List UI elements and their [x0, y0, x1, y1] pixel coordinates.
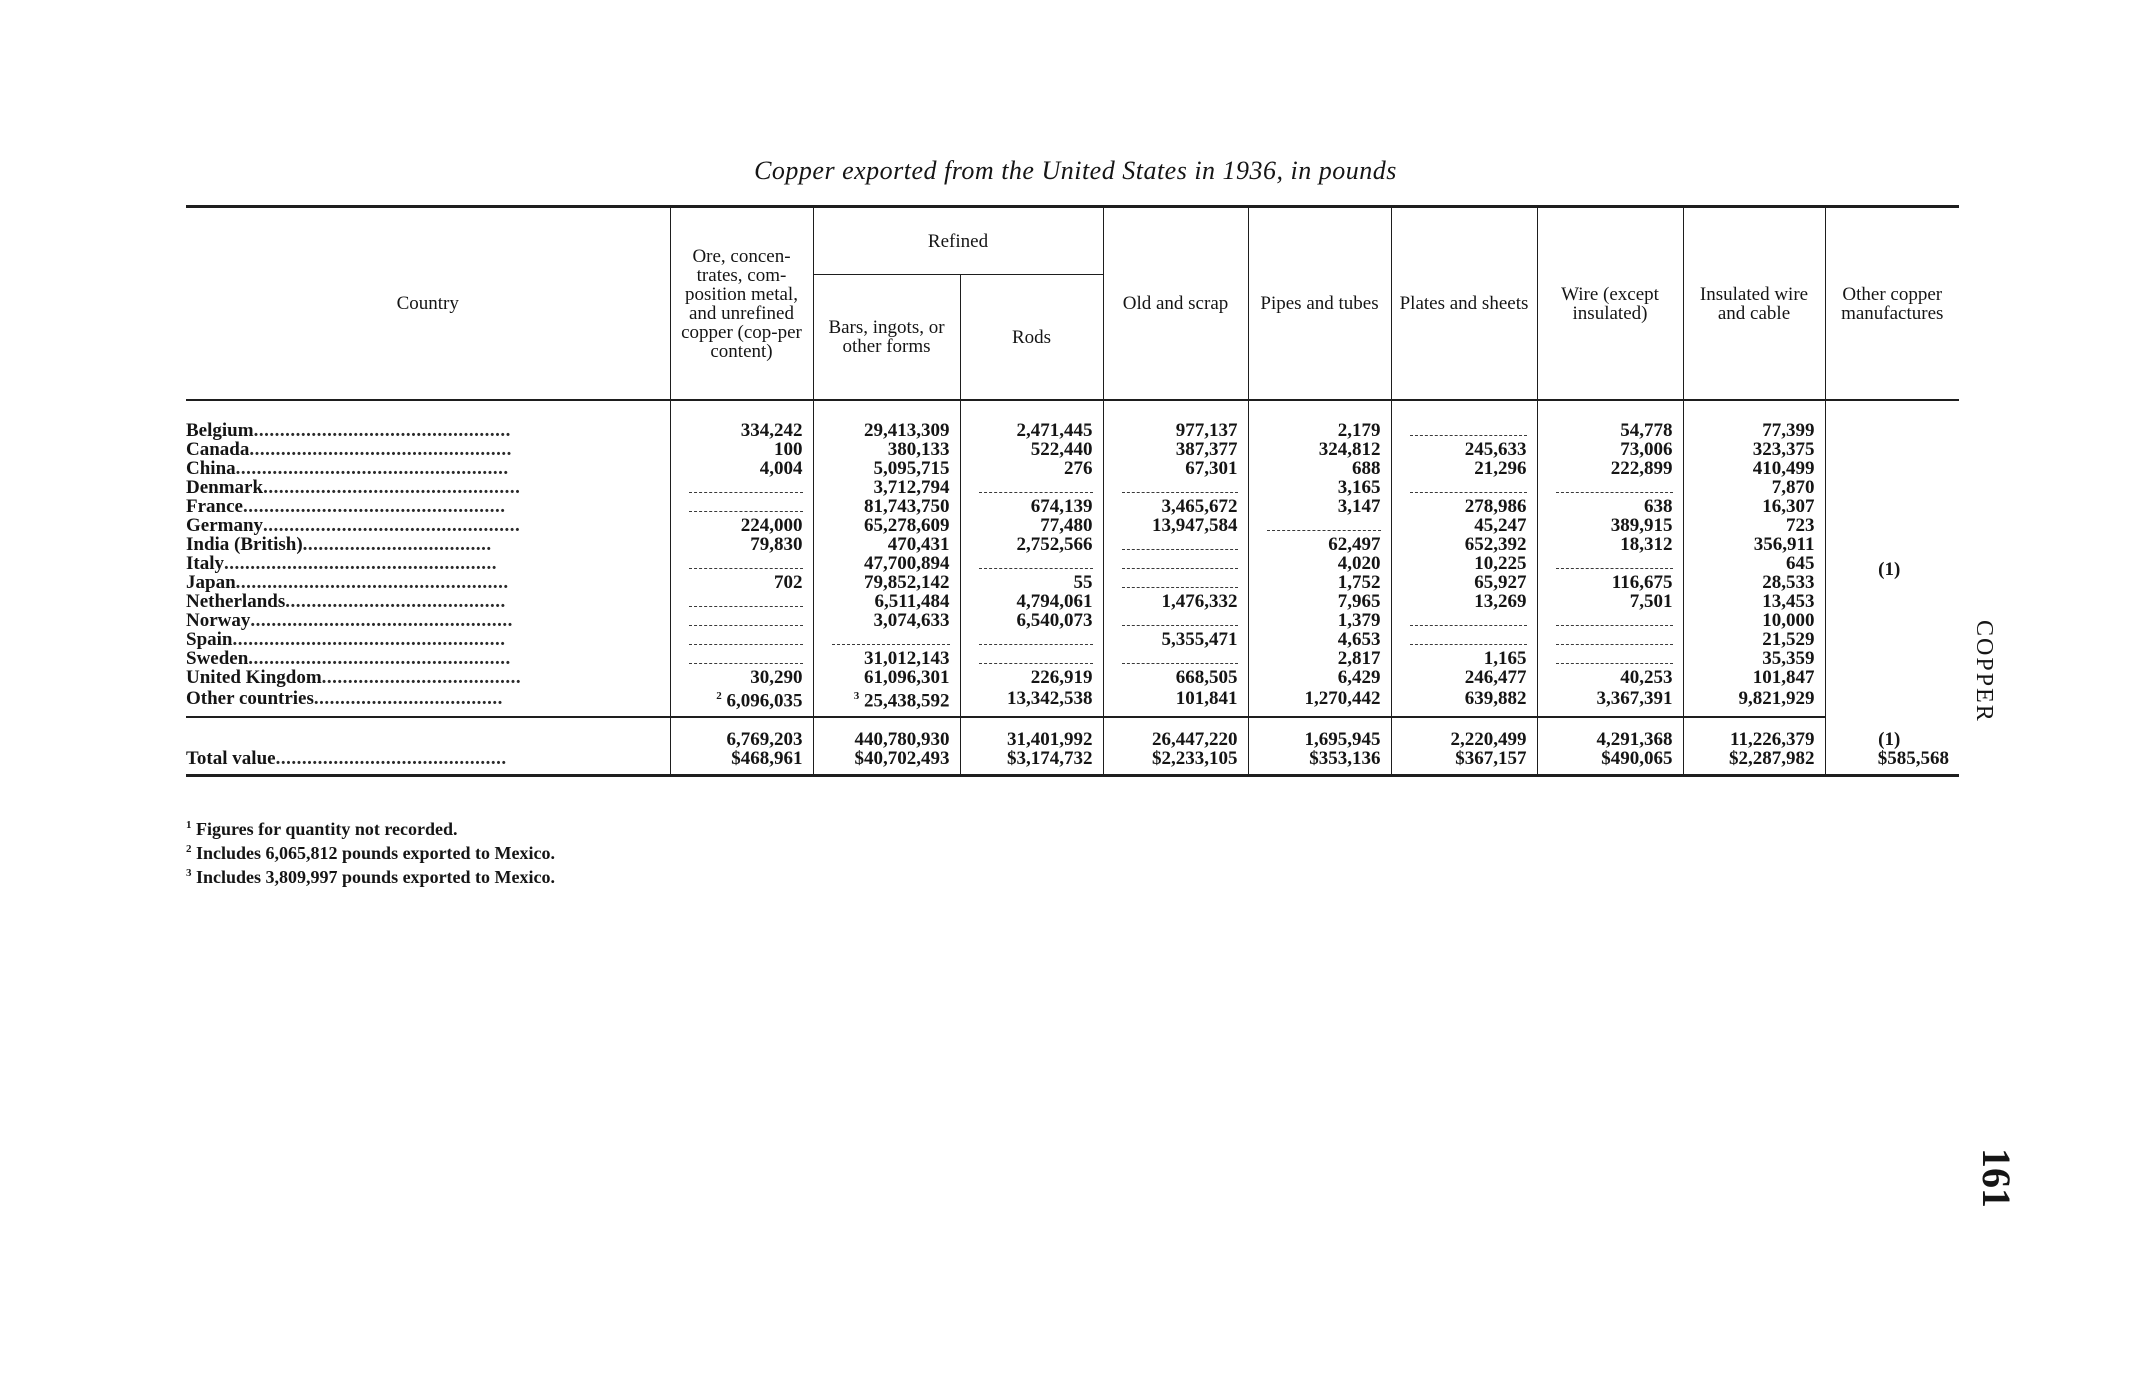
country-name: India (British).................................... [186, 534, 492, 555]
cell-pipes: 324,812 [1248, 440, 1391, 459]
country-name: Canada.................................................. [186, 439, 512, 460]
table-row [186, 573, 1959, 592]
cell-plates: 65,927 [1391, 573, 1537, 592]
cell-pipes: 1,379 [1248, 611, 1391, 630]
cell-wire: 18,312 [1537, 535, 1683, 554]
empty-dash [832, 634, 950, 645]
table-row [186, 630, 1959, 649]
copper-exports-table [186, 205, 1959, 777]
cell-plates: 45,247 [1391, 516, 1537, 535]
cell-rods: 226,919 [960, 668, 1103, 687]
cell-plates: 652,392 [1391, 535, 1537, 554]
cell-pipes: 2,817 [1248, 649, 1391, 668]
leader-dots: ................................................. [263, 477, 521, 498]
cell-insulated: 723 [1683, 516, 1825, 535]
cell-old: 387,377 [1103, 440, 1248, 459]
empty-dash [1410, 425, 1527, 436]
cell-bars: $^3$ 25,438,592 [813, 687, 960, 717]
country-name: Italy.................................................... [186, 553, 497, 574]
footnotes [186, 815, 555, 887]
cell-ore [670, 554, 813, 573]
cell-pipes: 1,752 [1248, 573, 1391, 592]
total-value-insulated: $2,287,982 [1683, 749, 1825, 776]
cell-insulated: 101,847 [1683, 668, 1825, 687]
table-row [186, 516, 1959, 535]
cell-insulated: 21,529 [1683, 630, 1825, 649]
cell-plates: 246,477 [1391, 668, 1537, 687]
total-value-plates: $367,157 [1391, 749, 1537, 776]
table-row [186, 535, 1959, 554]
cell-bars: 65,278,609 [813, 516, 960, 535]
leader-dots: ................................................. [253, 420, 511, 441]
leader-dots: .................................................. [242, 496, 506, 517]
cell-old: 13,947,584 [1103, 516, 1248, 535]
empty-dash [689, 653, 803, 664]
country-name: Sweden.................................................. [186, 648, 511, 669]
empty-dash [1122, 615, 1238, 626]
empty-dash [689, 634, 803, 645]
cell-rods: 6,540,073 [960, 611, 1103, 630]
empty-dash [1122, 653, 1238, 664]
cell-pipes: 7,965 [1248, 592, 1391, 611]
cell-insulated: 16,307 [1683, 497, 1825, 516]
empty-dash [1122, 558, 1238, 569]
side-running-head: COPPER [1971, 620, 1997, 723]
leader-dots: .................................................. [250, 610, 513, 631]
cell-insulated: 9,821,929 [1683, 687, 1825, 717]
total-qty-other: (1) [1825, 717, 1959, 749]
cell-pipes: 3,165 [1248, 478, 1391, 497]
cell-bars: 81,743,750 [813, 497, 960, 516]
table-row [186, 421, 1959, 440]
empty-dash [979, 482, 1093, 493]
leader-dots: ...................................... [321, 667, 522, 688]
total-value-old: $2,233,105 [1103, 749, 1248, 776]
cell-wire: 222,899 [1537, 459, 1683, 478]
cell-plates: 21,296 [1391, 459, 1537, 478]
total-value-wire: $490,065 [1537, 749, 1683, 776]
cell-ore: 30,290 [670, 668, 813, 687]
total-qty-pipes: 1,695,945 [1248, 717, 1391, 749]
cell-old [1103, 649, 1248, 668]
country-name: Other countries.................................... [186, 687, 670, 717]
cell-pipes: 4,653 [1248, 630, 1391, 649]
empty-dash [1410, 634, 1527, 645]
empty-dash [979, 653, 1093, 664]
cell-wire: 40,253 [1537, 668, 1683, 687]
empty-dash [1410, 615, 1527, 626]
empty-dash [1122, 539, 1238, 550]
leader-dots: .................................................. [249, 439, 512, 460]
table-row [186, 687, 1959, 717]
cell-rods: 55 [960, 573, 1103, 592]
empty-dash [1122, 482, 1238, 493]
total-value-pipes: $353,136 [1248, 749, 1391, 776]
cell-old [1103, 611, 1248, 630]
table-row [186, 611, 1959, 630]
header-wire: Wire (except insulated) [1537, 207, 1683, 401]
cell-ore [670, 611, 813, 630]
cell-old [1103, 573, 1248, 592]
empty-dash [979, 558, 1093, 569]
cell-rods: 13,342,538 [960, 687, 1103, 717]
total-qty-insulated: 11,226,379 [1683, 717, 1825, 749]
empty-dash [1410, 482, 1527, 493]
header-bars: Bars, ingots, or other forms [813, 275, 960, 401]
cell-insulated: 645 [1683, 554, 1825, 573]
header-other: Other copper manufactures [1825, 207, 1959, 401]
total-value-row [186, 749, 1959, 776]
empty-dash [689, 482, 803, 493]
empty-dash [689, 596, 803, 607]
cell-ore: 79,830 [670, 535, 813, 554]
cell-bars: 5,095,715 [813, 459, 960, 478]
total-qty-ore: 6,769,203 [670, 717, 813, 749]
cell-rods [960, 478, 1103, 497]
cell-old: 5,355,471 [1103, 630, 1248, 649]
total-value-other: $585,568 [1825, 749, 1959, 776]
cell-old: 1,476,332 [1103, 592, 1248, 611]
cell-pipes: 3,147 [1248, 497, 1391, 516]
total-qty-old: 26,447,220 [1103, 717, 1248, 749]
total-qty-rods: 31,401,992 [960, 717, 1103, 749]
table-row [186, 668, 1959, 687]
table-row [186, 554, 1959, 573]
total-value-rods: $3,174,732 [960, 749, 1103, 776]
cell-old: 977,137 [1103, 421, 1248, 440]
other-figures-not-recorded: (1) [1825, 421, 1959, 717]
header-country: Country [186, 207, 670, 401]
cell-wire: 73,006 [1537, 440, 1683, 459]
footnote: $^3$ Includes 3,809,997 pounds exported to Mexico. [186, 867, 556, 887]
cell-plates: 1,165 [1391, 649, 1537, 668]
cell-old: 101,841 [1103, 687, 1248, 717]
cell-rods: 77,480 [960, 516, 1103, 535]
empty-dash [979, 634, 1093, 645]
cell-rods [960, 630, 1103, 649]
cell-insulated: 323,375 [1683, 440, 1825, 459]
cell-plates: 245,633 [1391, 440, 1537, 459]
header-insulated: Insulated wire and cable [1683, 207, 1825, 401]
leader-dots: ................................................. [263, 515, 521, 536]
total-quantity-row [186, 717, 1959, 749]
cell-old: 3,465,672 [1103, 497, 1248, 516]
total-qty-bars: 440,780,930 [813, 717, 960, 749]
leader-dots: .................................................... [235, 458, 509, 479]
cell-bars: 47,700,894 [813, 554, 960, 573]
cell-old: 668,505 [1103, 668, 1248, 687]
page-number: 161 [1974, 1148, 2019, 1208]
empty-dash [689, 615, 803, 626]
cell-insulated: 35,359 [1683, 649, 1825, 668]
table-row [186, 478, 1959, 497]
cell-pipes: 62,497 [1248, 535, 1391, 554]
table-row [186, 459, 1959, 478]
cell-bars: 31,012,143 [813, 649, 960, 668]
cell-rods: 522,440 [960, 440, 1103, 459]
cell-wire [1537, 611, 1683, 630]
cell-ore [670, 649, 813, 668]
cell-rods: 2,752,566 [960, 535, 1103, 554]
header-refined: Refined [813, 207, 1103, 275]
table-title: Copper exported from the United States in 1936, in pounds [754, 156, 1397, 185]
cell-wire: 7,501 [1537, 592, 1683, 611]
empty-dash [689, 558, 803, 569]
cell-insulated: 356,911 [1683, 535, 1825, 554]
empty-dash [1267, 520, 1381, 531]
cell-insulated: 410,499 [1683, 459, 1825, 478]
blank [186, 717, 670, 749]
cell-bars [813, 630, 960, 649]
cell-bars: 61,096,301 [813, 668, 960, 687]
total-qty-wire: 4,291,368 [1537, 717, 1683, 749]
cell-bars: 3,074,633 [813, 611, 960, 630]
cell-bars: 29,413,309 [813, 421, 960, 440]
cell-wire: 3,367,391 [1537, 687, 1683, 717]
header-old-scrap: Old and scrap [1103, 207, 1248, 401]
cell-old [1103, 535, 1248, 554]
country-name: Germany................................................. [186, 515, 521, 536]
cell-plates [1391, 421, 1537, 440]
cell-old [1103, 478, 1248, 497]
cell-wire: 116,675 [1537, 573, 1683, 592]
cell-insulated: 7,870 [1683, 478, 1825, 497]
cell-wire [1537, 554, 1683, 573]
country-name: Spain.................................................... [186, 629, 506, 650]
cell-pipes: 6,429 [1248, 668, 1391, 687]
country-name: Japan.................................................... [186, 572, 509, 593]
country-name: Norway.................................................. [186, 610, 513, 631]
cell-pipes: 688 [1248, 459, 1391, 478]
cell-plates [1391, 611, 1537, 630]
cell-ore [670, 630, 813, 649]
cell-plates: 10,225 [1391, 554, 1537, 573]
cell-plates [1391, 630, 1537, 649]
cell-rods: 2,471,445 [960, 421, 1103, 440]
cell-ore: 702 [670, 573, 813, 592]
cell-ore: 100 [670, 440, 813, 459]
leader-dots: .................................................... [232, 629, 506, 650]
cell-bars: 6,511,484 [813, 592, 960, 611]
cell-plates [1391, 478, 1537, 497]
cell-old [1103, 554, 1248, 573]
header-ore: Ore, concen-trates, com-position metal, and unrefined copper (cop-per content) [670, 207, 813, 401]
cell-rods: 276 [960, 459, 1103, 478]
total-value-bars: $40,702,493 [813, 749, 960, 776]
cell-pipes: 2,179 [1248, 421, 1391, 440]
table-row [186, 592, 1959, 611]
cell-pipes [1248, 516, 1391, 535]
leader-dots: .................................................. [248, 648, 511, 669]
leader-dots: .................................... [302, 534, 492, 555]
country-name: China.................................................... [186, 458, 509, 479]
table-row [186, 440, 1959, 459]
header-pipes: Pipes and tubes [1248, 207, 1391, 401]
country-name: France.................................................. [186, 496, 506, 517]
cell-bars: 79,852,142 [813, 573, 960, 592]
cell-pipes: 1,270,442 [1248, 687, 1391, 717]
cell-insulated: 13,453 [1683, 592, 1825, 611]
table-row [186, 649, 1959, 668]
country-name: United Kingdom...................................... [186, 667, 522, 688]
cell-ore: 4,004 [670, 459, 813, 478]
footnote: $^2$ Includes 6,065,812 pounds exported to Mexico. [186, 843, 556, 863]
header-plates: Plates and sheets [1391, 207, 1537, 401]
leader-dots: .................................................... [235, 572, 509, 593]
cell-wire: 389,915 [1537, 516, 1683, 535]
cell-plates: 13,269 [1391, 592, 1537, 611]
cell-ore [670, 592, 813, 611]
country-name: Belgium................................................. [186, 420, 511, 441]
cell-insulated: 10,000 [1683, 611, 1825, 630]
total-value-ore: $468,961 [670, 749, 813, 776]
cell-plates: 639,882 [1391, 687, 1537, 717]
leader-dots: .......................................... [285, 591, 506, 612]
cell-bars: 3,712,794 [813, 478, 960, 497]
empty-dash [1556, 634, 1673, 645]
table-row [186, 497, 1959, 516]
cell-old: 67,301 [1103, 459, 1248, 478]
empty-dash [1556, 653, 1673, 664]
cell-pipes: 4,020 [1248, 554, 1391, 573]
cell-wire [1537, 630, 1683, 649]
cell-wire [1537, 649, 1683, 668]
cell-insulated: 77,399 [1683, 421, 1825, 440]
header-rods: Rods [960, 275, 1103, 401]
country-name: Netherlands.......................................... [186, 591, 506, 612]
empty-dash [1556, 615, 1673, 626]
country-name: Denmark................................................. [186, 477, 521, 498]
cell-wire: 638 [1537, 497, 1683, 516]
cell-ore [670, 478, 813, 497]
cell-rods [960, 554, 1103, 573]
cell-insulated: 28,533 [1683, 573, 1825, 592]
empty-dash [1122, 577, 1238, 588]
leader-dots: .................................................... [224, 553, 497, 574]
cell-bars: 470,431 [813, 535, 960, 554]
cell-ore [670, 497, 813, 516]
empty-dash [1556, 482, 1673, 493]
cell-ore: 334,242 [670, 421, 813, 440]
cell-bars: 380,133 [813, 440, 960, 459]
empty-dash [1556, 558, 1673, 569]
cell-rods: 674,139 [960, 497, 1103, 516]
cell-ore: 224,000 [670, 516, 813, 535]
footnote: $^1$ Figures for quantity not recorded. [186, 819, 458, 839]
total-value-label: Total value............................................ [186, 749, 670, 776]
cell-plates: 278,986 [1391, 497, 1537, 516]
cell-wire [1537, 478, 1683, 497]
cell-ore: $^2$ 6,096,035 [670, 687, 813, 717]
total-qty-plates: 2,220,499 [1391, 717, 1537, 749]
leader-dots: .................................... [313, 688, 503, 710]
cell-rods: 4,794,061 [960, 592, 1103, 611]
cell-rods [960, 649, 1103, 668]
empty-dash [689, 501, 803, 512]
cell-wire: 54,778 [1537, 421, 1683, 440]
